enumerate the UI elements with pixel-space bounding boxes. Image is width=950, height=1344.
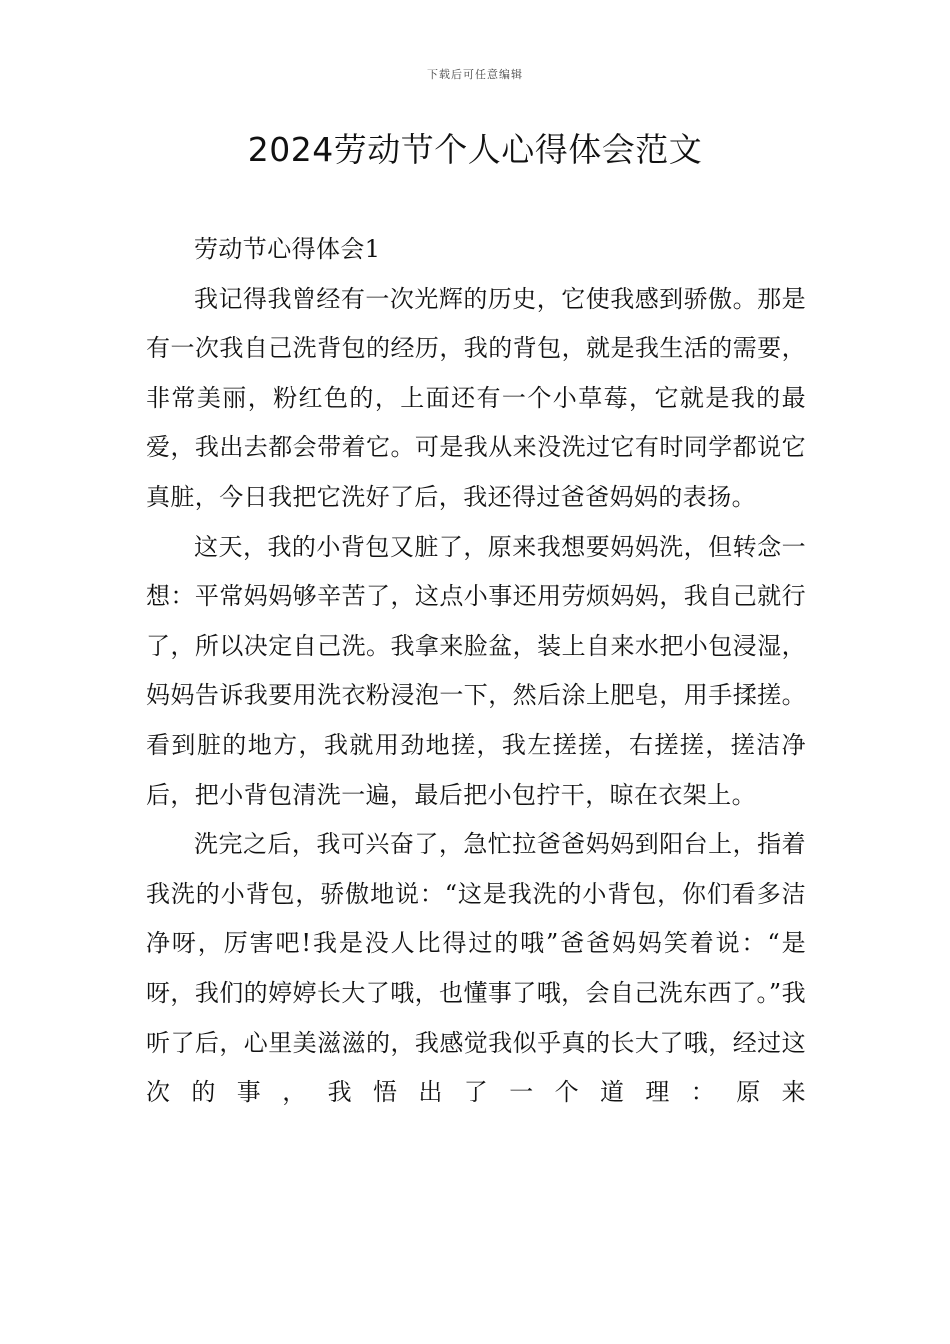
- header-note: 下载后可任意编辑: [427, 68, 523, 81]
- document-title: 2024劳动节个人心得体会范文: [247, 130, 703, 169]
- section-heading: 劳动节心得体会1: [194, 235, 381, 263]
- paragraph-3: 洗完之后，我可兴奋了，急忙拉爸爸妈妈到阳台上，指着我洗的小背包，骄傲地说：“这是我洗的小背包，你们看多洁净呀，厉害吧!我是没人比得过的哦”爸爸妈妈笑着说：“是呀，我们的婷婷长大了哦，也懂事了哦，会自己洗东西了。”我听了后，心里美滋滋的，我感觉我似乎真的长大了哦，经过这次的事，我悟出了一个道理：原来: [146, 830, 806, 1107]
- paragraph-1: 我记得我曾经有一次光辉的历史，它使我感到骄傲。那是有一次我自己洗背包的经历，我的背包，就是我生活的需要，非常美丽，粉红色的，上面还有一个小草莓，它就是我的最爱，我出去都会带着它。可是我从来没洗过它有时同学都说它真脏，今日我把它洗好了后，我还得过爸爸妈妈的表扬。: [146, 284, 806, 511]
- document-body: [146, 225, 806, 1118]
- paragraph-2: 这天，我的小背包又脏了，原来我想要妈妈洗，但转念一想：平常妈妈够辛苦了，这点小事还用劳烦妈妈，我自己就行了，所以决定自己洗。我拿来脸盆，装上自来水把小包浸湿，妈妈告诉我要用洗衣粉浸泡一下，然后涂上肥皂，用手揉搓。看到脏的地方，我就用劲地搓，我左搓搓，右搓搓，搓洁净后，把小背包清洗一遍，最后把小包拧干，晾在衣架上。: [146, 532, 806, 809]
